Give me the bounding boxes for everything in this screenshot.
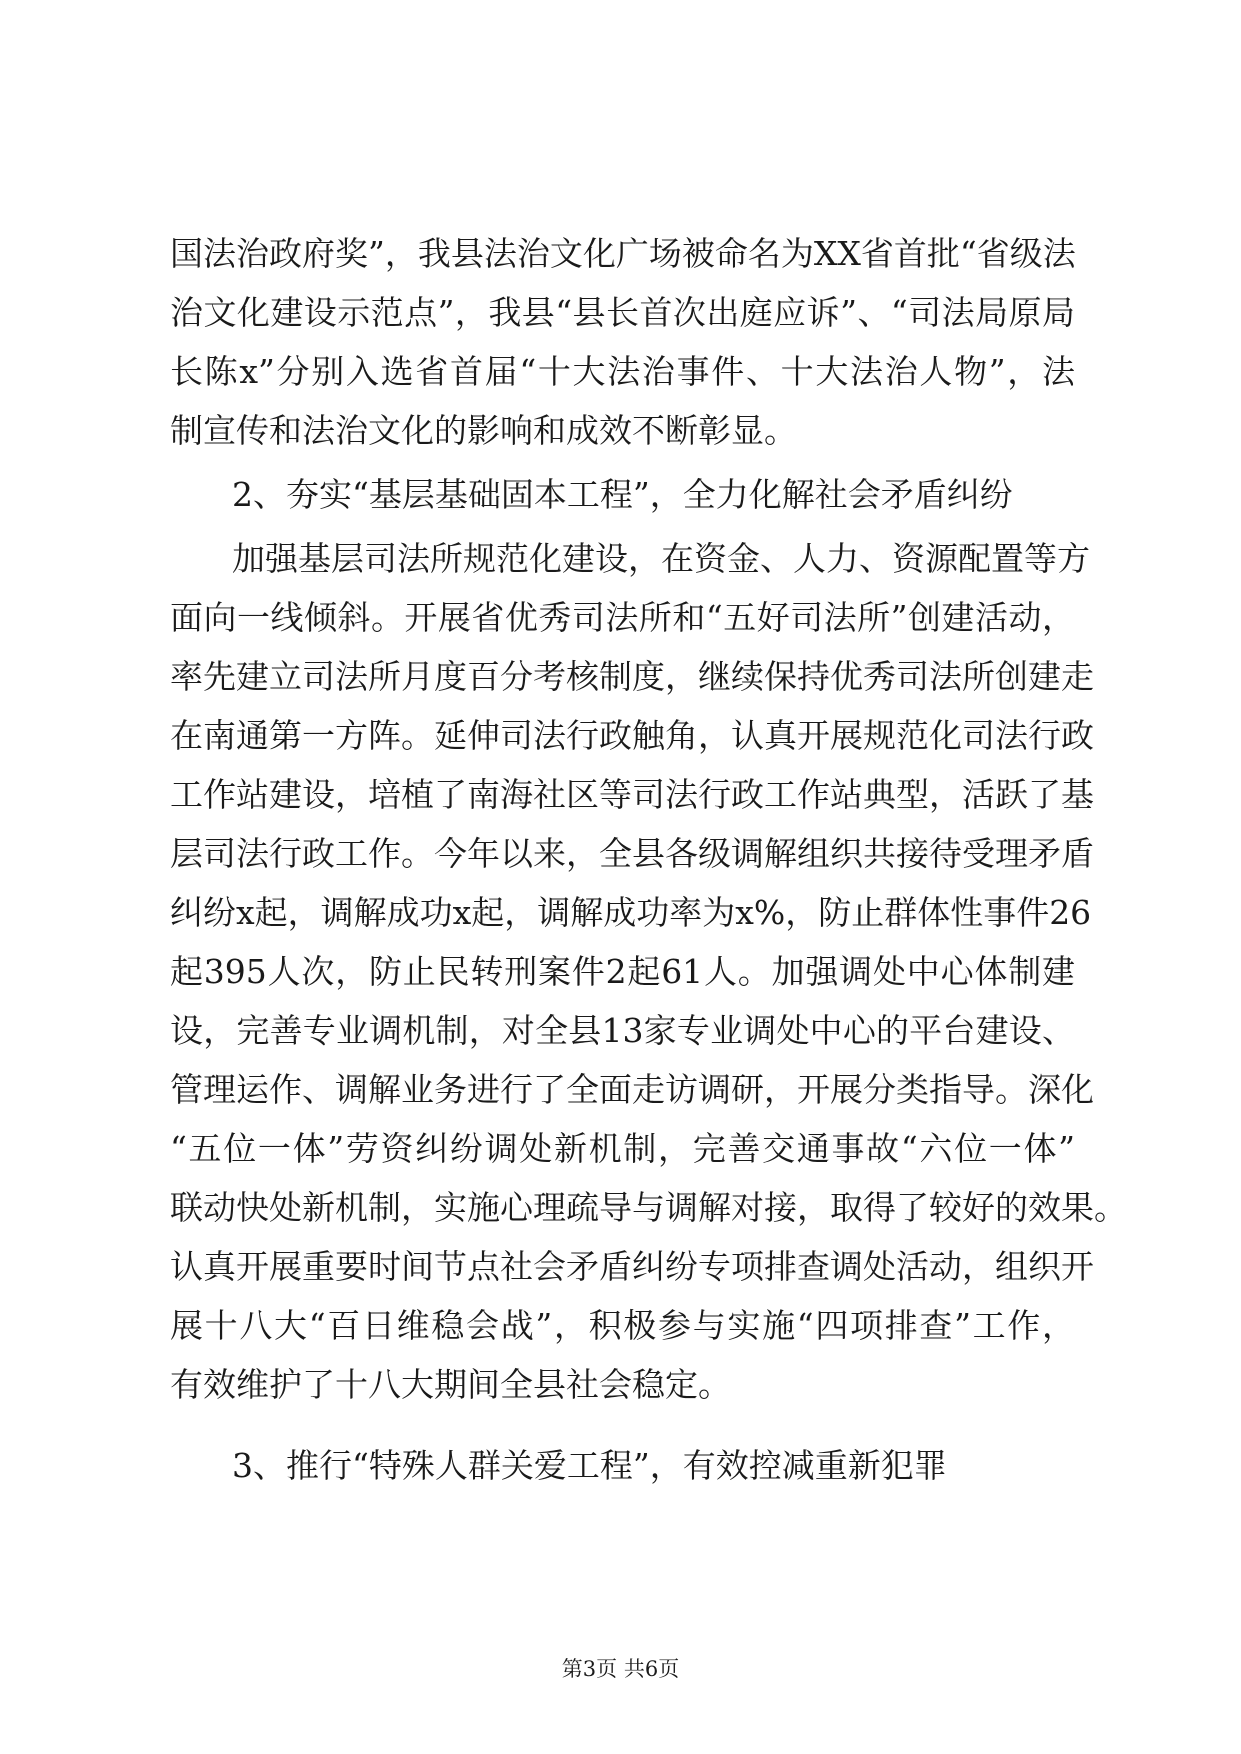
text-line: 层司法行政工作。今年以来，全县各级调解组织共接待受理矛盾 [170,834,1094,873]
text-line: 在南通第一方阵。延伸司法行政触角，认真开展规范化司法行政 [170,716,1094,755]
text-line: 工作站建设，培植了南海社区等司法行政工作站典型，活跃了基 [170,775,1094,814]
text-line: “五位一体”劳资纠纷调处新机制，完善交通事故“六位一体” [170,1129,1075,1168]
text-line: 制宣传和法治文化的影响和成效不断彰显。 [170,411,797,450]
text-line: 起395人次，防止民转刑案件2起61人。加强调处中心体制建 [170,952,1075,991]
text-line: 治文化建设示范点”，我县“县长首次出庭应诉”、“司法局原局 [170,293,1075,332]
text-line: 展十八大“百日维稳会战”，积极参与实施“四项排查”工作， [170,1306,1075,1345]
text-line: 设，完善专业调机制，对全县13家专业调处中心的平台建设、 [170,1011,1075,1050]
document-body [170,224,1127,1495]
section-heading: 3、推行“特殊人群关爱工程”，有效控减重新犯罪 [232,1446,947,1485]
text-line: 面向一线倾斜。开展省优秀司法所和“五好司法所”创建活动， [170,598,1075,637]
text-line: 纠纷x起，调解成功x起，调解成功率为x%，防止群体性事件26 [170,893,1092,932]
text-line: 率先建立司法所月度百分考核制度，继续保持优秀司法所创建走 [170,657,1094,696]
section-heading: 2、夯实“基层基础固本工程”，全力化解社会矛盾纠纷 [232,475,1013,514]
text-line: 管理运作、调解业务进行了全面走访调研，开展分类指导。深化 [170,1070,1094,1109]
text-line: 长陈x”分别入选省首届“十大法治事件、十大法治人物”，法 [170,352,1075,391]
page-number: 第3页 共6页 [561,1657,680,1681]
text-line: 认真开展重要时间节点社会矛盾纠纷专项排查调处活动，组织开 [170,1247,1094,1286]
text-line: 国法治政府奖”，我县法治文化广场被命名为XX省首批“省级法 [170,234,1076,273]
text-line: 加强基层司法所规范化建设，在资金、人力、资源配置等方 [232,539,1090,578]
text-line: 有效维护了十八大期间全县社会稳定。 [170,1365,731,1404]
text-line: 联动快处新机制，实施心理疏导与调解对接，取得了较好的效果。 [170,1188,1127,1227]
